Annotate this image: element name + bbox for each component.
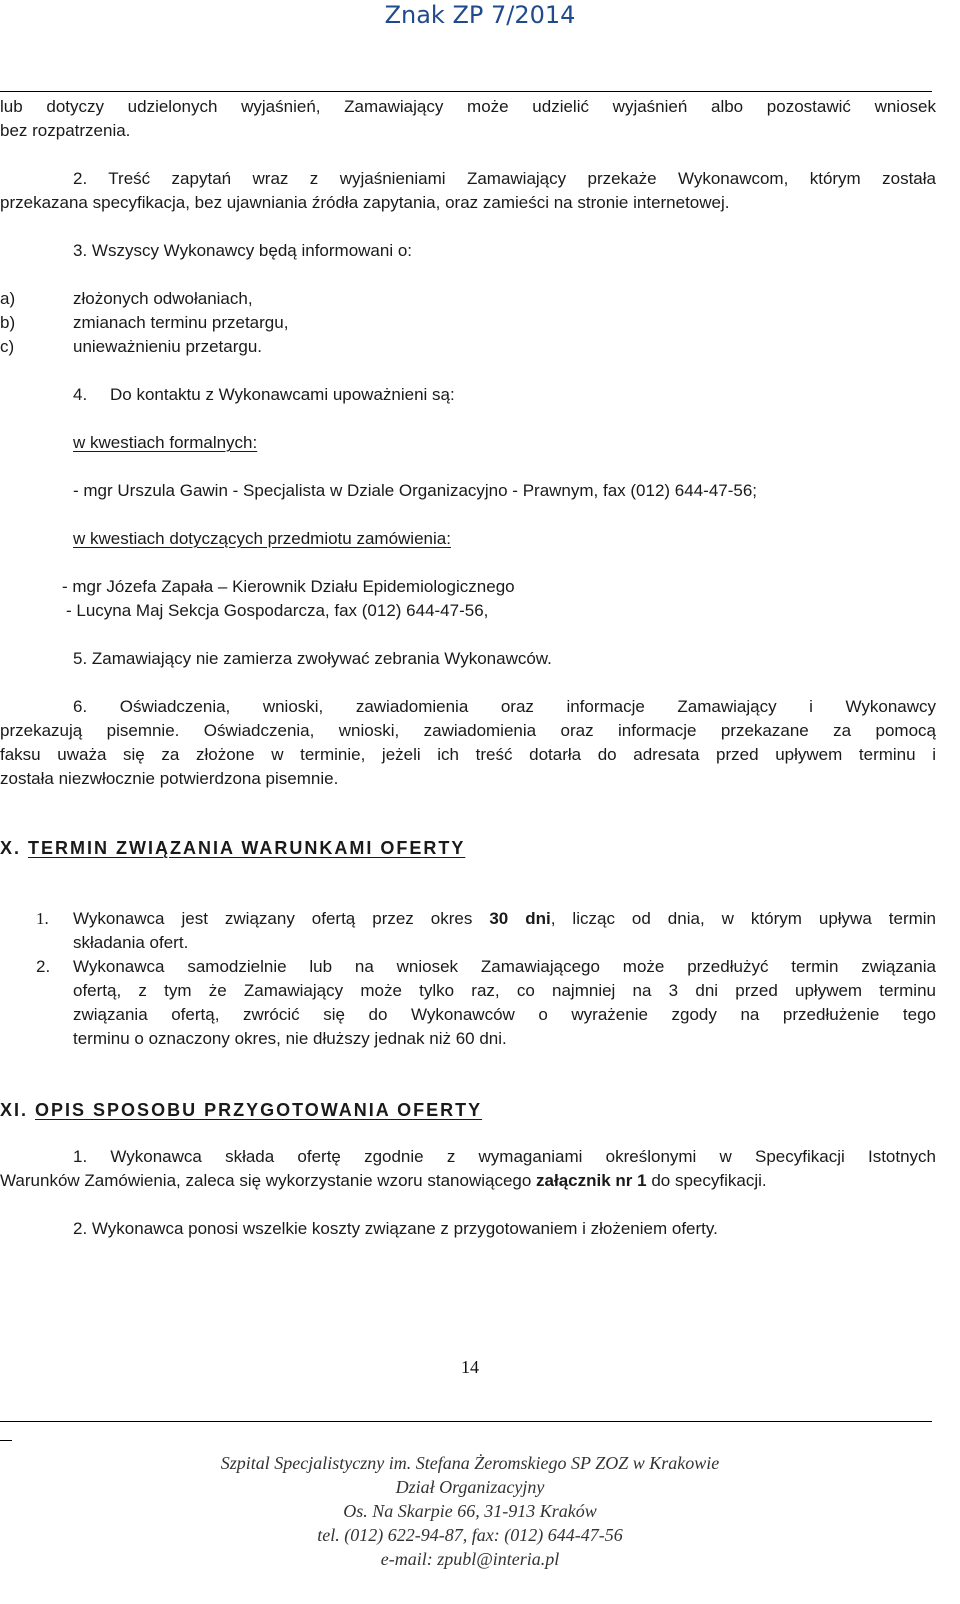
list-item-a: złożonych odwołaniach,	[73, 289, 253, 308]
footer-dash	[0, 1440, 12, 1441]
section-x-title: TERMIN ZWIĄZANIA WARUNKAMI OFERTY	[28, 838, 466, 858]
section-xi-item-2: 2. Wykonawca ponosi wszelkie koszty związane z przygotowaniem i złożeniem oferty.	[73, 1219, 718, 1238]
point-6-line-4: została niezwłocznie potwierdzona pisemnie.	[0, 769, 339, 788]
section-xi-item-1-line-1: 1. Wykonawca składa ofertę zgodnie z wymaganiami określonymi w Specyfikacji Istotnych	[73, 1147, 936, 1166]
list-marker-c: c)	[0, 337, 15, 356]
xi-item-1-text-before: Warunków Zamówienia, zaleca się wykorzystanie wzoru stanowiącego	[0, 1171, 537, 1190]
section-x-heading	[0, 836, 465, 860]
formal-matters-label: w kwestiach formalnych:	[73, 433, 258, 452]
section-x-item-1-line-1	[73, 907, 936, 931]
formal-contact: - mgr Urszula Gawin - Specjalista w Dziale Organizacyjno - Prawnym, fax (012) 644-47-56;	[73, 481, 758, 500]
point-3-intro: 3. Wszyscy Wykonawcy będą informowani o:	[73, 241, 413, 260]
page-number: 14	[461, 1357, 479, 1377]
footer-divider	[0, 1421, 932, 1422]
section-xi-title: OPIS SPOSOBU PRZYGOTOWANIA OFERTY	[35, 1100, 483, 1120]
footer-department: Dział Organizacyjny	[395, 1477, 545, 1497]
footer-address: Os. Na Skarpie 66, 31-913 Kraków	[343, 1501, 597, 1521]
list-marker-b: b)	[0, 313, 16, 332]
point-4-number: 4.	[73, 385, 88, 404]
point-6-line-2: przekazują pisemnie. Oświadczenia, wnioski, zawiadomienia oraz informacje przekazane za pomocą	[0, 721, 936, 740]
point-2-line-2: przekazana specyfikacja, bez ujawniania źródła zapytania, oraz zamieści na stronie internetowej.	[0, 193, 730, 212]
point-5: 5. Zamawiający nie zamierza zwoływać zebrania Wykonawców.	[73, 649, 552, 668]
item-1-bold-period: 30 dni	[489, 909, 551, 928]
point-6-line-1: 6. Oświadczenia, wnioski, zawiadomienia oraz informacje Zamawiający i Wykonawcy	[73, 697, 936, 716]
section-xi-heading	[0, 1098, 482, 1122]
point-2-line-1: 2. Treść zapytań wraz z wyjaśnieniami Zamawiający przekaże Wykonawcom, którym została	[73, 169, 936, 188]
list-marker-a: a)	[0, 289, 16, 308]
section-x-item-2-line-2: ofertą, z tym że Zamawiający może tylko raz, co najmniej na 3 dni przed upływem terminu	[73, 981, 936, 1000]
footer-email: e-mail: zpubl@interia.pl	[380, 1549, 560, 1569]
continuation-line-2: bez rozpatrzenia.	[0, 121, 131, 140]
point-4-intro: Do kontaktu z Wykonawcami upoważnieni są:	[110, 385, 455, 404]
item-1-text-before: Wykonawca jest związany ofertą przez okres	[73, 909, 490, 928]
xi-item-1-text-after: do specyfikacji.	[646, 1171, 767, 1190]
list-item-c: unieważnieniu przetargu.	[73, 337, 263, 356]
section-x-number: X.	[0, 838, 22, 858]
xi-item-1-bold-attachment: załącznik nr 1	[536, 1171, 647, 1190]
section-x-item-2-line-3: związania ofertą, zwrócić się do Wykonawców o wyrażenie zgody na przedłużenie tego	[73, 1005, 936, 1024]
header-divider	[0, 91, 932, 92]
footer-phone-fax: tel. (012) 622-94-87, fax: (012) 644-47-56	[317, 1525, 623, 1545]
point-6-line-3: faksu uważa się za złożone w terminie, jeżeli ich treść dotarła do adresata przed upływem terminu i	[0, 745, 936, 764]
footer-institution: Szpital Specjalistyczny im. Stefana Żeromskiego SP ZOZ w Krakowie	[220, 1453, 720, 1473]
section-x-item-2-line-1: Wykonawca samodzielnie lub na wniosek Zamawiającego może przedłużyć termin związania	[73, 957, 936, 976]
subject-matters-label: w kwestiach dotyczących przedmiotu zamówienia:	[73, 529, 451, 548]
item-1-text-after: , licząc od dnia, w którym upływa termin	[550, 909, 937, 928]
subject-contact-1: - mgr Józefa Zapała – Kierownik Działu Epidemiologicznego	[62, 577, 515, 596]
list-item-b: zmianach terminu przetargu,	[73, 313, 289, 332]
section-xi-number: XI.	[0, 1100, 29, 1120]
subject-contact-2: - Lucyna Maj Sekcja Gospodarcza, fax (012) 644-47-56,	[66, 601, 489, 620]
document-reference-header: Znak ZP 7/2014	[384, 1, 576, 29]
section-x-item-2-line-4: terminu o oznaczony okres, nie dłuższy jednak niż 60 dni.	[73, 1029, 507, 1048]
continuation-line-1: lub dotyczy udzielonych wyjaśnień, Zamawiający może udzielić wyjaśnień albo pozostawić wniosek	[0, 97, 936, 116]
section-x-item-1-marker: 1.	[36, 909, 49, 928]
section-x-item-1-line-2: składania ofert.	[73, 933, 189, 952]
section-x-item-2-marker: 2.	[36, 957, 51, 976]
section-xi-item-1-line-2	[0, 1169, 767, 1193]
